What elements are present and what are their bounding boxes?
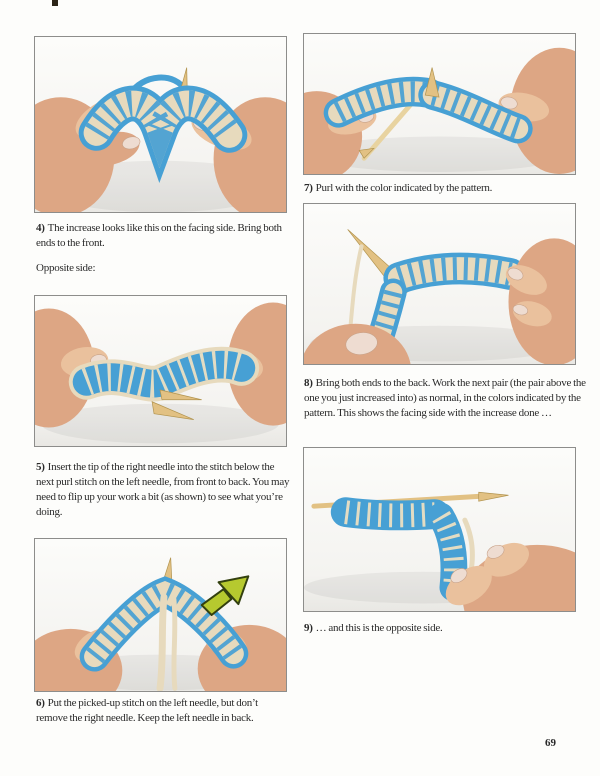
photo-step8-illustration [304,204,575,364]
photo-opposite-illustration [35,296,286,446]
cream-yarn-strand [174,599,175,688]
photo-step6-illustration [35,539,286,691]
page-number: 69 [545,737,556,749]
caption-step-4 [36,221,288,251]
caption-step-9 [304,621,584,636]
photo-step9-illustration [304,448,575,611]
cream-yarn-strand [160,597,164,688]
step-number: 5) [36,461,45,473]
step-number: 7) [304,182,313,194]
step-number: 4) [36,222,45,234]
step-text: Purl with the color indicated by the pattern. [315,182,493,194]
knit-fabric [97,103,230,135]
photo-step4-facing-side [34,36,287,213]
step-number: 8) [304,377,313,389]
photo-step4-illustration [35,37,286,212]
caption-step-6 [36,696,290,726]
step-text: The increase looks like this on the facing side. Bring both ends to the front. [36,222,282,249]
photo-step7-purl [303,33,576,175]
opposite-side-label: Opposite side: [36,262,96,274]
arrow-icon [202,576,249,615]
caption-step-8 [304,376,586,421]
step-text: Insert the tip of the right needle into the stitch below the next purl stitch on the left needle, from front to back. You may need to flip up your work a bit (as shown) to see what you’re doing. [36,461,290,518]
caption-step-5 [36,460,290,520]
print-artifact [52,0,58,6]
step-number: 9) [304,622,313,634]
photo-step7-illustration [304,34,575,174]
step-number: 6) [36,697,45,709]
caption-step-7 [304,181,584,196]
step-text: … and this is the opposite side. [315,622,443,634]
photo-step9-opposite-side [303,447,576,612]
photo-step4-opposite-side [34,295,287,447]
step-text: Bring both ends to the back. Work the next pair (the pair above the one you just increased into) as normal, in the colors indicated by the pattern. This shows the facing side with the increase done … [304,377,586,419]
step-text: Put the picked-up stitch on the left needle, but don’t remove the right needle. Keep the left needle in back. [36,697,258,724]
knit-fabric [87,365,242,384]
photo-step6-picked-up-stitch [34,538,287,692]
photo-step8-facing-side [303,203,576,365]
